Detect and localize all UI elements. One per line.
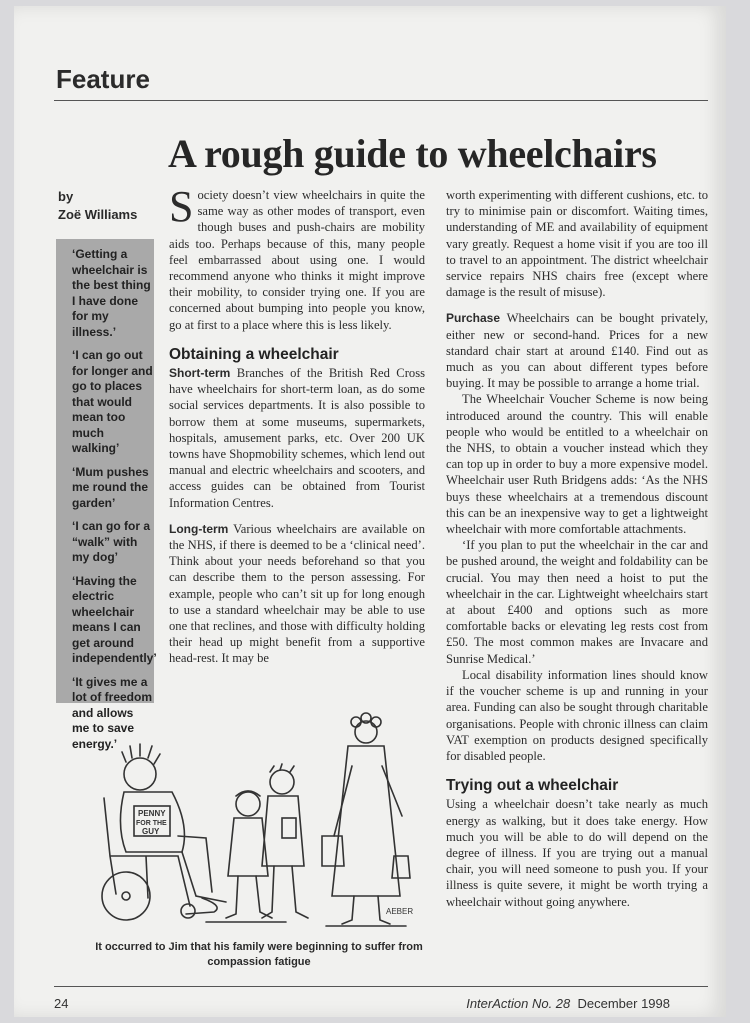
- pull-quote: ‘Having the electric wheelchair means I can get around independently’: [72, 573, 157, 665]
- article-column-2: [446, 187, 708, 910]
- pull-quote-box: [56, 239, 157, 751]
- continued-paragraph: worth experimenting with different cushions, etc. to try to minimise pain or discomfort. Waiting times, understanding of ME and availability of equipment vary greatly. Request a home visit if you are too ill to travel to an appointment. The district wheelchair service repairs NHS chairs free (except where damage is the result of misuse).: [446, 188, 708, 300]
- local-info-paragraph: Local disability information lines should know if the voucher scheme is up and running in your area. Funding can also be sought through charitable organisations. People with chronic illness can claim VAT exemption on products designed specifically for disabled people.: [446, 667, 708, 763]
- pull-quote: ‘Getting a wheelchair is the best thing I have done for my illness.’: [72, 247, 151, 339]
- article-column-1: [169, 182, 425, 667]
- sign-text-3: GUY: [142, 827, 160, 836]
- intro-text: ociety doesn’t view wheelchairs in quite the same way as other modes of transport, even though buses and push-chairs are mobility aids too. Perhaps because of this, many people feel embarrassed about using one. I would recommend anyone who thinks it might improve their mobility, to consider trying one. If you are concerned about bumping into people you know, go at first to a place where this is less likely.: [169, 188, 425, 332]
- heading-obtaining: Obtaining a wheelchair: [169, 345, 339, 363]
- pull-quote: ‘I can go for a “walk” with my dog’: [72, 519, 151, 564]
- voucher-paragraph: The Wheelchair Voucher Scheme is now being introduced around the country. This will enable people who would be entitled to a wheelchair on the NHS, to obtain a voucher instead which they can top up in order to buy a more expensive model. Wheelchair user Ruth Bridgens adds: ‘As the NHS buys these wheelchairs at a tremendous discount this can be an inexpensive way to get a lightweight wheelchair with more comfortable attachments.: [446, 392, 708, 537]
- purchase-text: Wheelchairs can be bought privately, either new or second-hand. Prices for a new standard chair start at around £140. Find out as much as you can about different types before buying. It may be possible to arrange a home trial.: [446, 311, 709, 391]
- magazine-page: [14, 6, 726, 1017]
- intro-paragraph: [169, 182, 425, 333]
- long-term-text: Various wheelchairs are available on the NHS, if there is deemed to be a ‘clinical need’. Think about your needs beforehand so that you can describe them to the person assessing. For example, people who can’t sit up for long enough to use a standard wheelchair may be able to use one that reclines, and those with difficulty holding their head up might benefit from a supportive head-rest. It may be: [169, 521, 425, 666]
- article-headline: A rough guide to wheelchairs: [168, 131, 657, 176]
- pull-quote: ‘Mum pushes me round the garden’: [72, 464, 149, 510]
- cartoon-illustration: [86, 706, 426, 931]
- page-number: 24: [54, 996, 69, 1011]
- purchase-paragraph: [446, 310, 708, 391]
- section-label: Feature: [56, 64, 150, 94]
- byline-by: by: [58, 189, 74, 204]
- header-rule: [54, 100, 708, 101]
- pull-quote: ‘It gives me a lot of freedom and allows me to save energy.’: [72, 674, 152, 751]
- short-term-paragraph: [169, 365, 425, 511]
- short-term-text: Branches of the British Red Cross have wheelchairs for short-term loan, as do some social services departments. It is also possible to borrow them at some museums, supermarkets, hospitals, amusement parks, etc. Over 200 UK towns have Shopmobility schemes, which lend out manual and electric wheelchairs and scooters, and access guides can be obtained from Tourist Information Centres.: [169, 366, 425, 510]
- long-term-label: Long-term: [169, 521, 229, 536]
- sign-text-2: FOR THE: [136, 820, 167, 827]
- man-head-icon: [124, 758, 156, 790]
- cartoon-caption: It occurred to Jim that his family were beginning to suffer from compassion fatigue: [95, 941, 423, 968]
- short-term-label: Short-term: [169, 366, 231, 381]
- long-term-paragraph: [169, 521, 425, 667]
- byline-author: Zoë Williams: [58, 207, 138, 222]
- purchase-label: Purchase: [446, 311, 501, 326]
- footer-rule: [54, 986, 708, 987]
- artist-signature: AEBER: [386, 907, 414, 916]
- car-paragraph: ‘If you plan to put the wheelchair in the car and be pushed around, the weight and foldability can be crucial. You may then need a hoist to put the wheelchair in the car. Lightweight wheelchairs start at about £400 and options such as more comfortable backs or elevating leg rests cost from £50. The most common makes are Invacare and Sunrise Medical.’: [446, 538, 708, 666]
- trying-paragraph: Using a wheelchair doesn’t take nearly as much energy as walking, but it does take energy. How much you will be able to do will depend on the degree of illness. If you are trying out a manual chair, you will need someone to push you. If your illness is quite severe, it might be worth trying a wheelchair without going anywhere.: [446, 797, 708, 909]
- footer-publication: InterAction No. 28: [466, 996, 571, 1011]
- sign-text-1: PENNY: [138, 809, 166, 818]
- pull-quote: ‘I can go out for longer and go to places that would mean too much walking’: [72, 348, 153, 455]
- heading-trying: Trying out a wheelchair: [446, 777, 619, 795]
- byline: [58, 188, 137, 224]
- footer-info: [466, 996, 670, 1011]
- drop-cap: S: [169, 182, 194, 231]
- wheelchair-wheel-icon: [102, 872, 150, 920]
- footer-date: December 1998: [577, 996, 670, 1011]
